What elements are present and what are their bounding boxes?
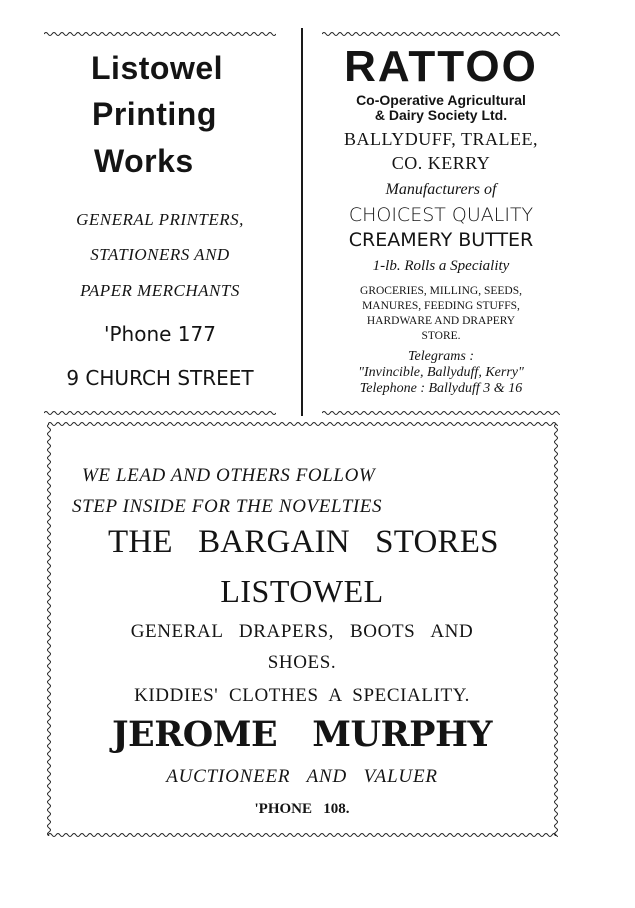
bargain-desc-line3: KIDDIES' CLOTHES A SPECIALITY. <box>134 685 470 706</box>
top-right-top-rule <box>322 31 560 37</box>
rattoo-society-line2: & Dairy Society Ltd. <box>374 107 508 123</box>
rattoo-manufacturers: Manufacturers of <box>385 181 497 198</box>
rattoo-society-line1: Co-Operative Agricultural <box>356 92 526 108</box>
bargain-phone: 'PHONE 108. <box>254 801 350 817</box>
printing-desc-line2: STATIONERS AND <box>90 245 230 264</box>
rattoo-goods-line2: MANURES, FEEDING STUFFS, <box>362 300 520 312</box>
bargain-slogan-line2: STEP INSIDE FOR THE NOVELTIES <box>72 496 383 517</box>
bargain-owner-role: AUCTIONEER AND VALUER <box>166 766 438 787</box>
printing-phone: 'Phone 177 <box>104 322 216 346</box>
rattoo-telephone: Telephone : Ballyduff 3 & 16 <box>359 381 523 396</box>
rattoo-telegrams-label: Telegrams : <box>408 349 474 364</box>
printing-desc-line3: PAPER MERCHANTS <box>80 281 240 300</box>
rattoo-goods-line3: HARDWARE AND DRAPERY <box>366 315 516 327</box>
bargain-box-right-rule <box>553 424 559 836</box>
rattoo-speciality: 1-lb. Rolls a Speciality <box>372 258 510 274</box>
rattoo-goods-line4: STORE. <box>421 330 461 342</box>
rattoo-product-line1: CHOICEST QUALITY <box>348 204 534 226</box>
column-divider <box>301 28 303 416</box>
top-left-bottom-rule <box>44 410 276 416</box>
printing-address: 9 CHURCH STREET <box>66 366 254 390</box>
rattoo-location-line1: BALLYDUFF, TRALEE, <box>344 129 538 149</box>
printing-name-line3: Works <box>94 143 194 179</box>
bargain-box-top-rule <box>48 421 558 427</box>
bargain-desc-line2: SHOES. <box>267 652 337 673</box>
rattoo-telegrams-value: "Invincible, Ballyduff, Kerry" <box>358 365 524 380</box>
bargain-town: LISTOWEL <box>220 573 384 609</box>
top-right-bottom-rule <box>322 410 560 416</box>
printing-desc-line1: GENERAL PRINTERS, <box>76 210 244 229</box>
rattoo-name: RATTOO <box>344 42 538 91</box>
bargain-store-name: THE BARGAIN STORES <box>108 524 499 560</box>
bargain-slogan-line1: WE LEAD AND OTHERS FOLLOW <box>82 465 376 486</box>
bargain-owner: JEROME MURPHY <box>111 714 492 755</box>
rattoo-location-line2: CO. KERRY <box>391 153 491 173</box>
printing-name-line1: Listowel <box>91 50 224 86</box>
bargain-desc-line1: GENERAL DRAPERS, BOOTS AND <box>130 621 474 642</box>
rattoo-product-line2: CREAMERY BUTTER <box>348 229 534 251</box>
rattoo-goods-line1: GROCERIES, MILLING, SEEDS, <box>360 285 522 297</box>
printing-name-line2: Printing <box>92 96 217 132</box>
bargain-box-bottom-rule <box>48 832 558 838</box>
top-left-top-rule <box>44 31 276 37</box>
